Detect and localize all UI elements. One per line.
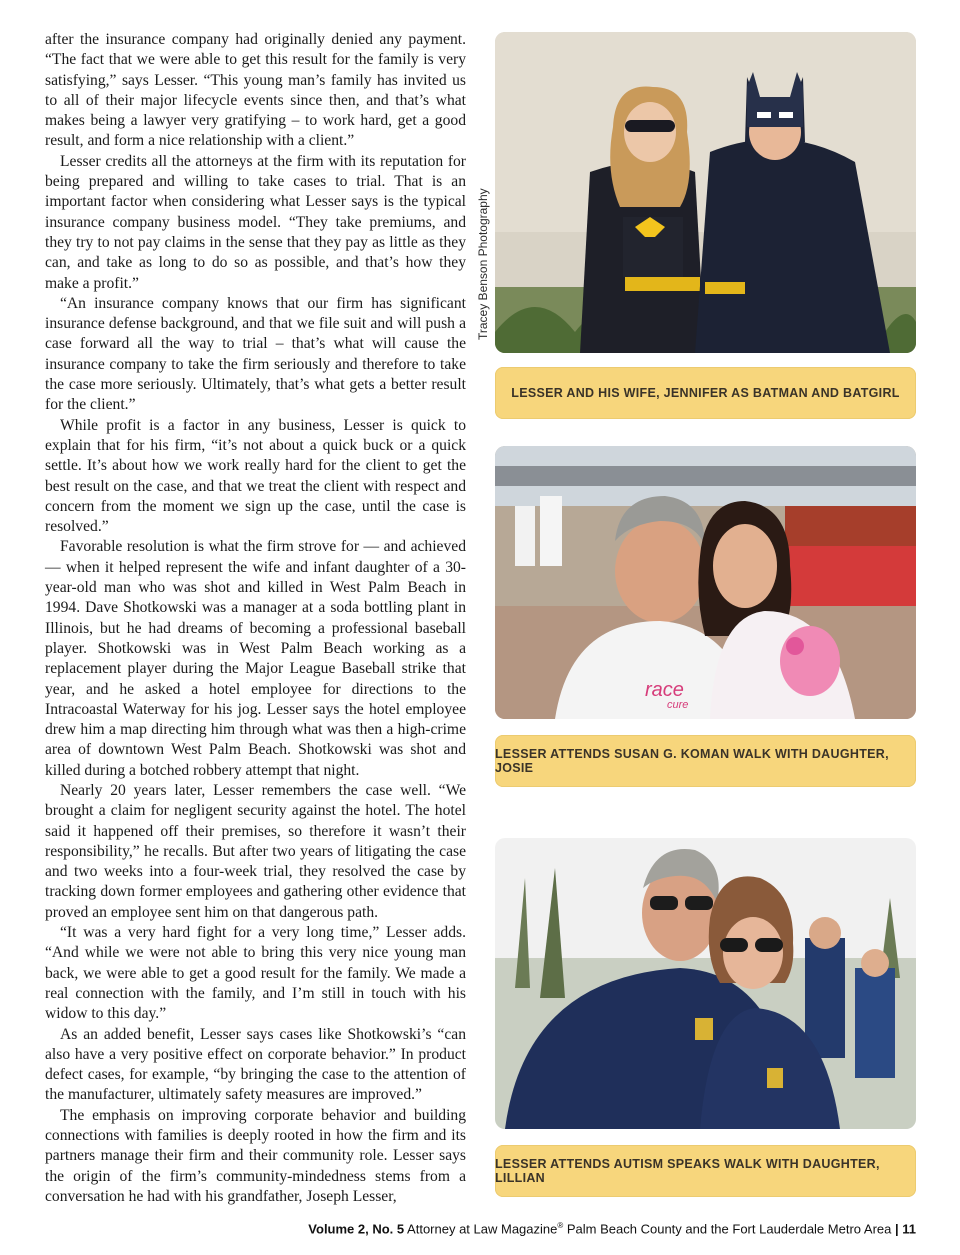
footer-magazine: Attorney at Law Magazine	[407, 1221, 558, 1237]
footer-registered-mark: ®	[557, 1221, 564, 1230]
article-paragraph: “An insurance company knows that our firm has significant insurance defense background, and that we file suit and will push a case forward all the way to trial – that’s what will cause the insurance company to take the firm seriously and therefore to take the case more seriously. Ultimately, that’s what gets a better result for the client.”	[45, 294, 466, 414]
footer-separator: |	[894, 1221, 899, 1237]
article-paragraph: The emphasis on improving corporate behavior and building connections with families is deeply rooted in how the firm and its partners manage their firm and their community role. Lesser says the origin of the firm’s community-mindedness stems from a conversation he had with his grandfather, Joseph Lesser,	[45, 1106, 466, 1205]
footer-region: Palm Beach County and the Fort Lauderdale Metro Area	[566, 1221, 892, 1237]
article-paragraph: While profit is a factor in any business, Lesser is quick to explain that for his firm, “it’s not about a quick buck or a quick settle. It’s about how we work really hard for the client to get the best result on the case, and that we treat the client with respect and concern from the moment we sign up the case, until the case is resolved.”	[45, 416, 466, 536]
caption-autism-speaks-walk: LESSER ATTENDS AUTISM SPEAKS WALK WITH DAUGHTER, LILLIAN	[495, 1145, 916, 1197]
footer-page-number: 11	[902, 1221, 916, 1237]
caption-komen-walk: LESSER ATTENDS SUSAN G. KOMAN WALK WITH DAUGHTER, JOSIE	[495, 735, 916, 787]
shirt-text-cure: cure	[667, 699, 689, 711]
article-paragraph: “It was a very hard fight for a very long time,” Lesser adds. “And while we were not able to bring this very nice young man back, we were able to get a good result for the family. We made a real connection with the family, and I’m still in touch with his widow to this day.”	[45, 924, 466, 1023]
article-paragraph: after the insurance company had originally denied any payment. “The fact that we were able to get this result for the family is very satisfying,” says Lesser. “This young man’s family has invited us to all of their major lifecycle events since then, and that’s what makes being a lawyer very gratifying – to work hard, get a good result, and form a nice relationship with a client.”	[45, 31, 466, 150]
article-paragraph: Lesser credits all the attorneys at the firm with its reputation for being prepared and willing to take cases to trial. That is an important factor when considering what Lesser says is the typical insurance company business model. “They take premiums, and they try to not pay claims in the sense that they pay as little as they can, and take as long to do so as possible, and that’s how they make a profit.”	[45, 152, 466, 292]
photo-komen-walk-image	[495, 446, 916, 719]
caption-batman-batgirl: LESSER AND HIS WIFE, JENNIFER AS BATMAN AND BATGIRL	[495, 367, 916, 419]
photo-komen-walk	[495, 446, 916, 719]
photo-autism-speaks-walk	[495, 838, 916, 1129]
article-paragraph: Favorable resolution is what the firm strove for — and achieved — when it helped represent the wife and infant daughter of a 30-year-old man who was shot and killed in West Palm Beach in 1994. Dave Shotkowski was a manager at a soda bottling plant in Illinois, but he had dreams of becoming a professional baseball player. Shotkowski was in West Palm Beach working as a replacement player during the Major League Baseball strike that year, and he asked a hotel employee for directions to the Intracoastal Waterway for his jog. Lesser says the hotel employee drew him a map directing him through what was then a high-crime area of downtown West Palm Beach. Shotkowski was shot and killed during a botched robbery attempt that night.	[45, 538, 466, 779]
footer-volume: Volume 2, No. 5	[308, 1221, 405, 1237]
photo-credit: Tracey Benson Photography	[476, 188, 490, 340]
photo-autism-speaks-walk-image	[495, 838, 916, 1129]
shirt-text-race: race	[645, 679, 684, 701]
article-paragraph: As an added benefit, Lesser says cases like Shotkowski’s “can also have a very positive effect on corporate behavior.” In product defect cases, for example, “by bringing the case to the attention of the manufacturer, ultimately safety measures are improved.”	[45, 1025, 466, 1104]
photo-batman-batgirl-image	[495, 32, 916, 353]
article-body	[45, 30, 466, 1207]
photo-batman-batgirl	[495, 32, 916, 353]
page-footer	[308, 1221, 916, 1236]
article-paragraph: Nearly 20 years later, Lesser remembers the case well. “We brought a claim for negligent security against the hotel. The hotel said it happened off their premises, so therefore it wasn’t their responsibility,” he recalls. But after two years of litigating the case and two weeks into a four-week trial, they resolved the case by tracking down former employees and gathering other evidence that proved an employee sent him on that dangerous path.	[45, 781, 466, 921]
